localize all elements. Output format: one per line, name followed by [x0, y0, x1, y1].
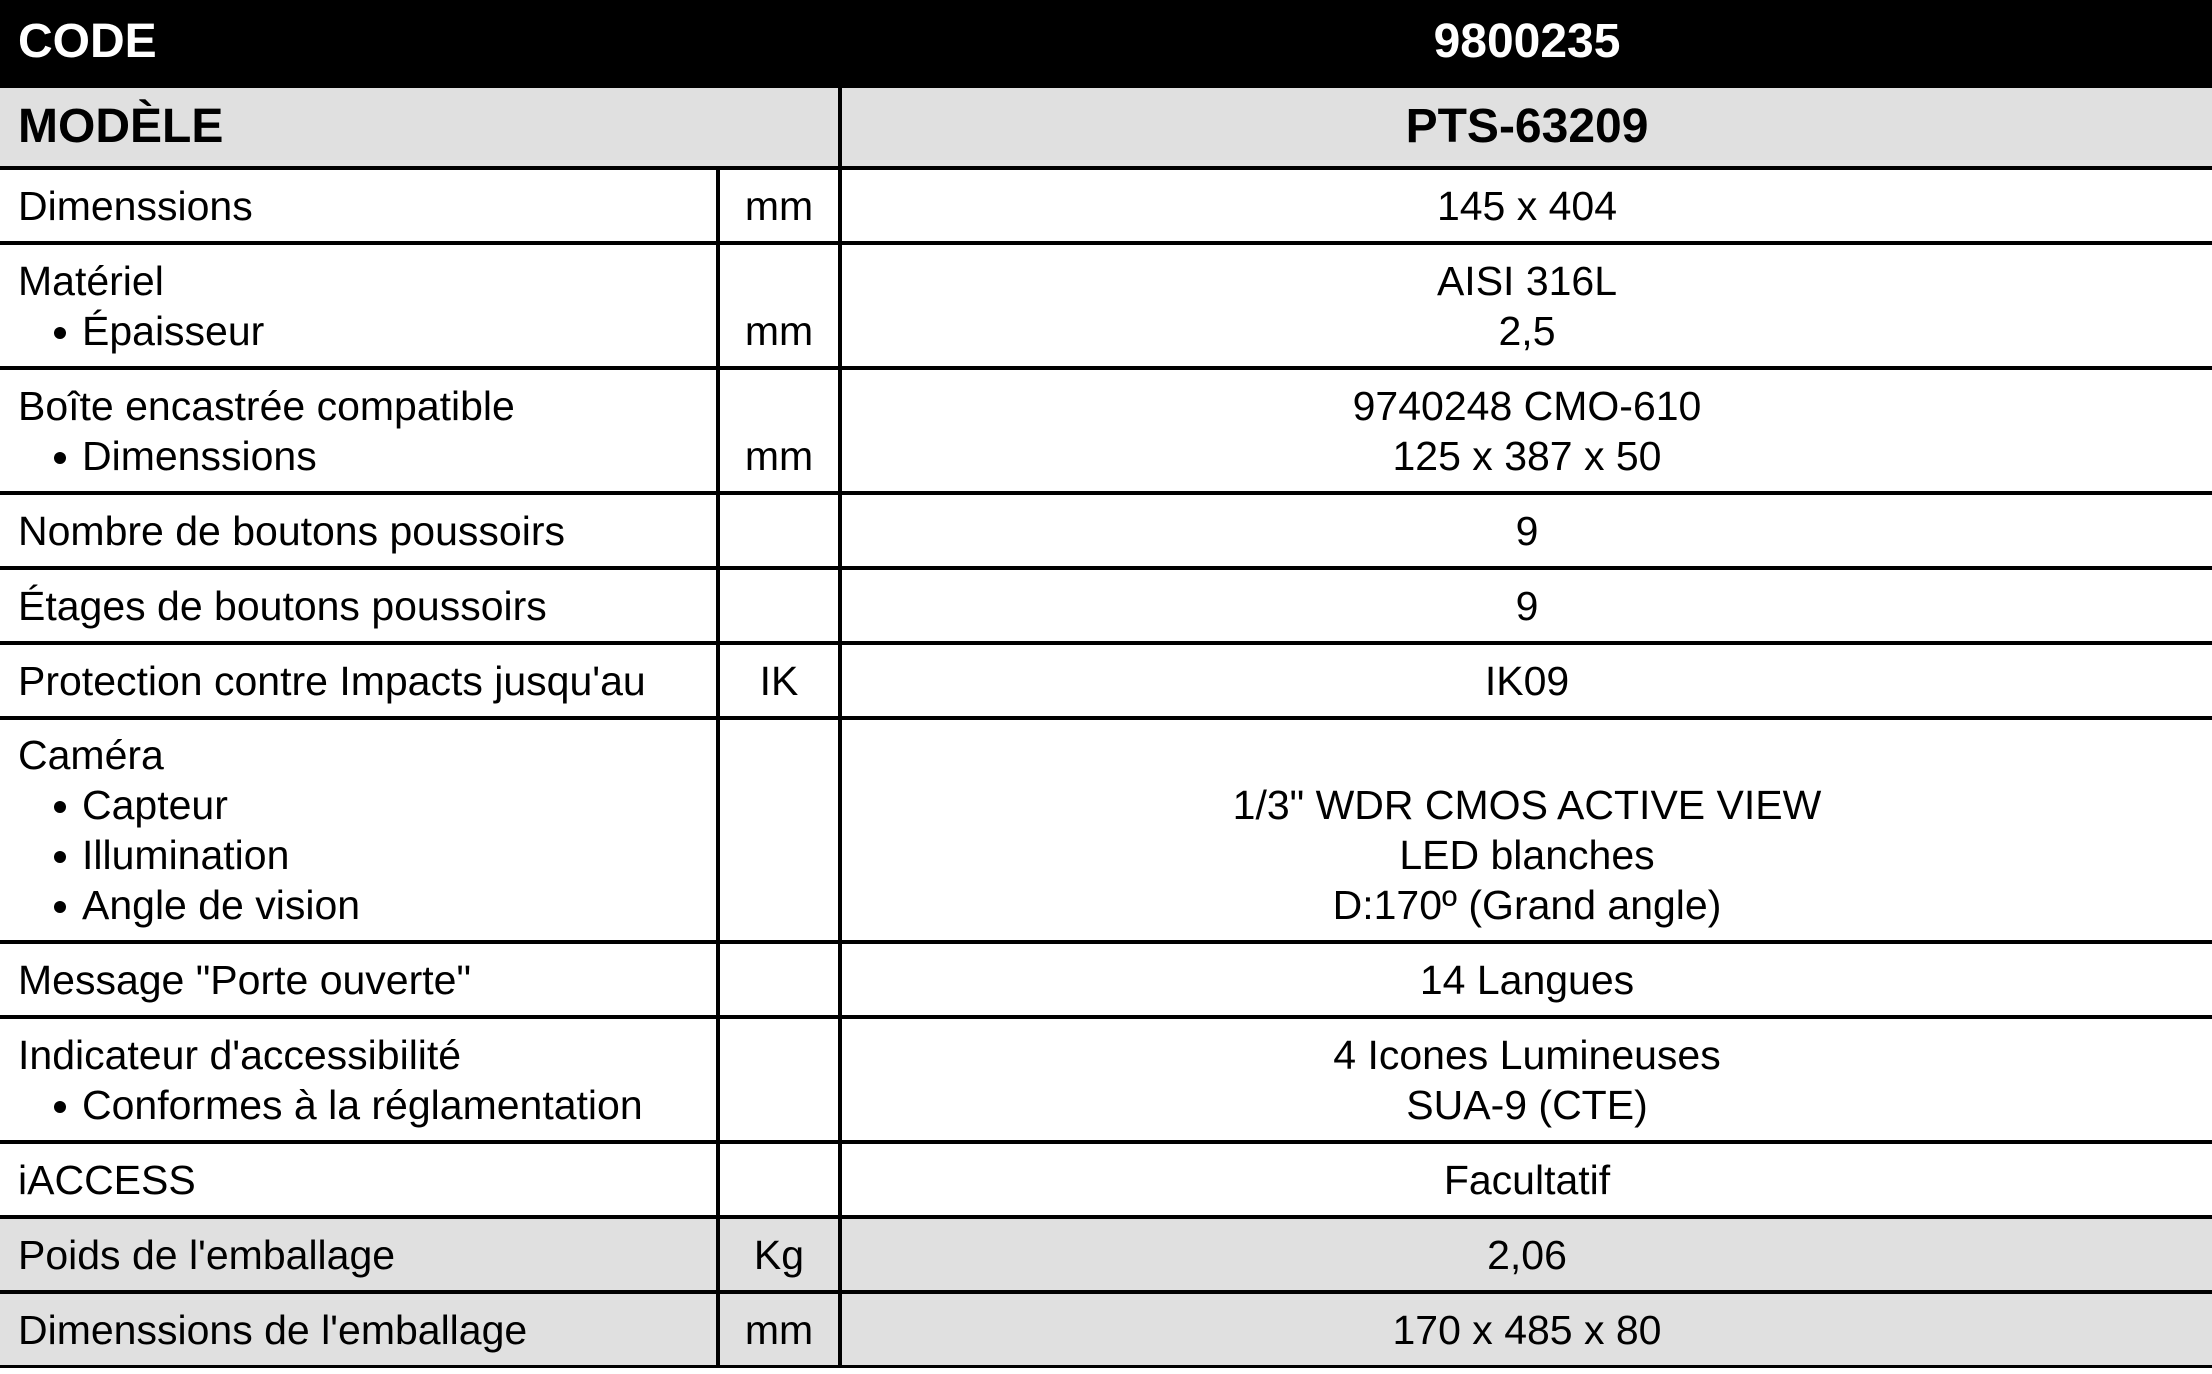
code-label: CODE: [0, 0, 840, 86]
row-value: IK09: [840, 643, 2212, 718]
row-sub-value: LED blanches: [1399, 832, 1655, 878]
table-row: [0, 942, 2212, 1017]
row-label: Nombre de boutons poussoirs: [0, 493, 718, 568]
row-unit: mm: [744, 307, 814, 354]
row-unit: [718, 718, 840, 942]
row-value: 9: [840, 493, 2212, 568]
row-unit: [718, 493, 840, 568]
table-row: [0, 718, 2212, 942]
row-label: Dimenssions de l'emballage: [0, 1292, 718, 1367]
row-label: Caméra: [18, 732, 164, 778]
row-label: Étages de boutons poussoirs: [0, 568, 718, 643]
table-row: [0, 1217, 2212, 1292]
row-value: 9: [840, 568, 2212, 643]
row-value: 170 x 485 x 80: [840, 1292, 2212, 1367]
table-row: [0, 1292, 2212, 1367]
row-value: 14 Langues: [840, 942, 2212, 1017]
code-value: 9800235: [840, 0, 2212, 86]
bullet-item: [18, 830, 716, 880]
row-label: Protection contre Impacts jusqu'au: [0, 643, 718, 718]
table-row: [0, 568, 2212, 643]
bullet-item: [18, 306, 716, 356]
row-unit-cell: [718, 368, 840, 493]
row-value-cell: [840, 243, 2212, 368]
row-label: Matériel: [18, 257, 164, 304]
row-sub-label: Dimenssions: [82, 432, 317, 479]
row-sub-label: Épaisseur: [82, 307, 265, 354]
row-value: 9740248 CMO-610: [1352, 382, 1702, 429]
table-row: [0, 243, 2212, 368]
row-value: 4 Icones Lumineuses: [1333, 1031, 1721, 1078]
row-sub-value: D:170º (Grand angle): [1332, 882, 1722, 928]
row-value: 145 x 404: [840, 168, 2212, 243]
bullet-item: [18, 431, 716, 481]
table-row: [0, 1017, 2212, 1142]
model-row: [0, 86, 2212, 168]
row-label: iACCESS: [0, 1142, 718, 1217]
row-label-cell: [0, 368, 718, 493]
model-value: PTS-63209: [840, 86, 2212, 168]
row-unit: mm: [718, 1292, 840, 1367]
row-label: Dimenssions: [0, 168, 718, 243]
row-sub-label: Angle de vision: [82, 882, 361, 928]
row-value-cell: [840, 368, 2212, 493]
row-label-cell: [0, 1017, 718, 1142]
bullet-item: [18, 780, 716, 830]
row-unit: mm: [744, 432, 814, 479]
row-unit: IK: [718, 643, 840, 718]
row-sub-value: 125 x 387 x 50: [1392, 432, 1662, 479]
table-row: [0, 1142, 2212, 1217]
row-label-cell: [0, 243, 718, 368]
row-label: Boîte encastrée compatible: [18, 382, 515, 429]
row-sub-value: 2,5: [1498, 307, 1556, 354]
row-label: Message "Porte ouverte": [0, 942, 718, 1017]
code-row: [0, 0, 2212, 86]
row-unit: mm: [718, 168, 840, 243]
row-sub-value: SUA-9 (CTE): [1406, 1081, 1648, 1128]
row-unit-cell: [718, 243, 840, 368]
row-value: AISI 316L: [1436, 257, 1618, 304]
row-sub-label: Conformes à la réglamentation: [82, 1081, 643, 1128]
row-label: Indicateur d'accessibilité: [18, 1031, 462, 1078]
row-sub-value: 1/3" WDR CMOS ACTIVE VIEW: [1232, 782, 1822, 828]
row-value-cell: [840, 718, 2212, 942]
bullet-item: [18, 1080, 716, 1130]
row-unit: [718, 1017, 840, 1142]
table-row: [0, 643, 2212, 718]
row-unit: [718, 568, 840, 643]
row-unit: [718, 942, 840, 1017]
table-row: [0, 368, 2212, 493]
model-label: MODÈLE: [0, 86, 840, 168]
row-label: Poids de l'emballage: [0, 1217, 718, 1292]
table-row: [0, 493, 2212, 568]
table-row: [0, 168, 2212, 243]
row-sub-label: Capteur: [82, 782, 228, 828]
row-sub-label: Illumination: [82, 832, 290, 878]
row-unit: Kg: [718, 1217, 840, 1292]
row-label-cell: [0, 718, 718, 942]
row-value: Facultatif: [840, 1142, 2212, 1217]
bullet-item: [18, 880, 716, 930]
row-value: 2,06: [840, 1217, 2212, 1292]
row-value-cell: [840, 1017, 2212, 1142]
row-unit: [718, 1142, 840, 1217]
